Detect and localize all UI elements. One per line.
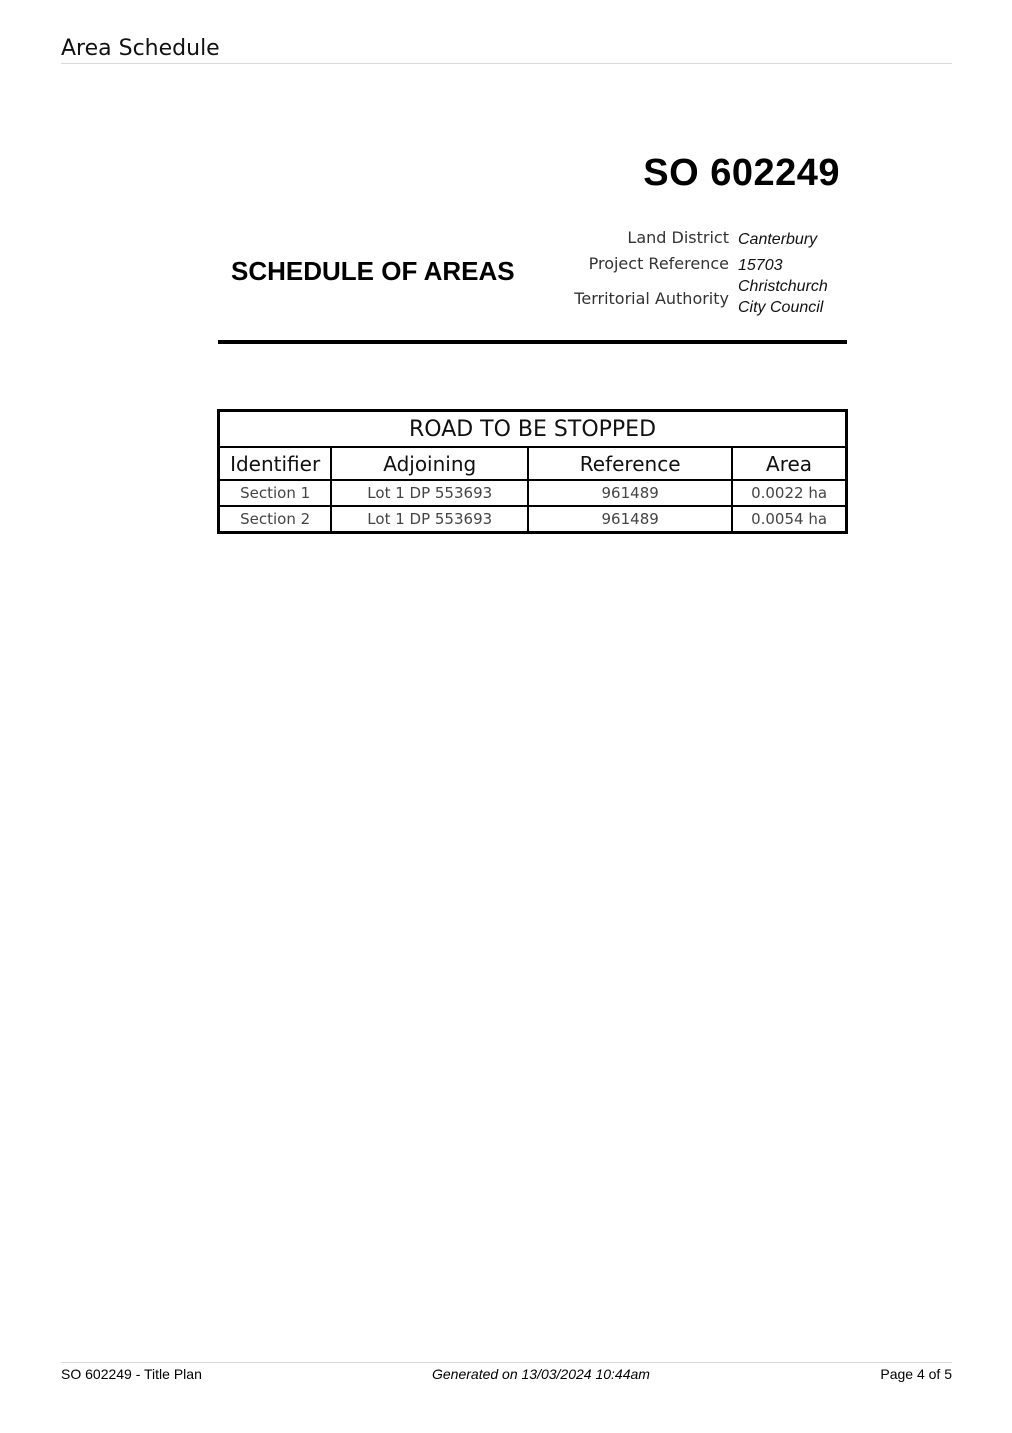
schedule-title: SCHEDULE OF AREAS [231,256,515,286]
cell-identifier: Section 2 [219,506,332,533]
cell-reference: 961489 [528,480,732,506]
land-district-value: Canterbury [738,231,818,248]
footer-page-number: Page 4 of 5 [880,1366,952,1382]
cell-reference: 961489 [528,506,732,533]
cell-identifier: Section 1 [219,480,332,506]
cell-adjoining: Lot 1 DP 553693 [331,480,528,506]
areas-table [217,409,848,534]
territorial-authority-label: Territorial Authority [574,289,729,308]
table-caption: ROAD TO BE STOPPED [219,411,847,448]
table-row [219,506,847,533]
land-district-label: Land District [627,228,729,247]
title-block-divider [218,340,847,344]
column-header-identifier: Identifier [219,447,332,480]
column-header-reference: Reference [528,447,732,480]
footer-document-title: SO 602249 - Title Plan [61,1366,202,1382]
plan-number: SO 602249 [643,152,840,194]
page-title: Area Schedule [61,36,220,61]
cell-area: 0.0054 ha [732,506,846,533]
footer-generated-timestamp: Generated on 13/03/2024 10:44am [432,1366,650,1382]
footer-divider [61,1362,952,1363]
project-reference-value: 15703 [738,257,783,274]
cell-adjoining: Lot 1 DP 553693 [331,506,528,533]
column-header-adjoining: Adjoining [331,447,528,480]
table-row [219,480,847,506]
territorial-authority-value-line1: Christchurch [738,278,828,295]
cell-area: 0.0022 ha [732,480,846,506]
column-header-area: Area [732,447,846,480]
header-divider [61,63,952,64]
project-reference-label: Project Reference [588,254,729,273]
territorial-authority-value-line2: City Council [738,299,824,316]
